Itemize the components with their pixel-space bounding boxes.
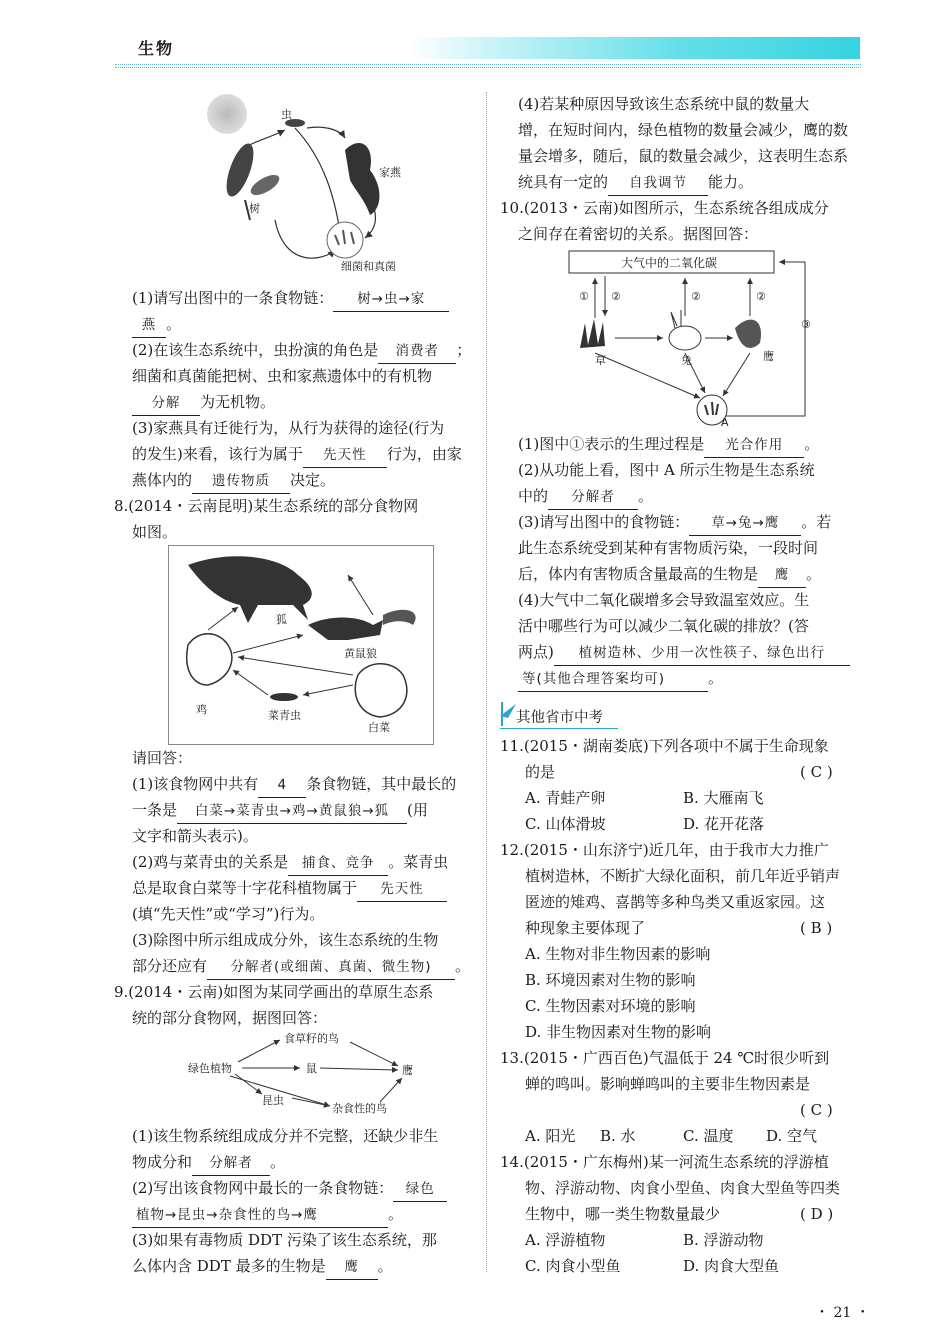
fig9-node-insect: 昆虫 xyxy=(262,1094,284,1107)
q10-line6: (3)请写出图中的食物链： 草→兔→鹰 。若 xyxy=(518,510,831,536)
q13-option-b: B. 水 xyxy=(600,1127,636,1145)
q11-option-a: A. 青蛙产卵 xyxy=(525,789,606,807)
q10-line12: 等(其他合理答案均可) 。 xyxy=(518,666,723,692)
q9-answer-2a: 绿色 xyxy=(393,1177,447,1202)
q8-title2: 如图。 xyxy=(132,523,178,541)
q10-line7: 此生态系统受到某种有害物质污染，一段时间 xyxy=(518,539,819,557)
fig9-node-hawk: 鹰 xyxy=(402,1064,413,1077)
page-number: ・ 21 ・ xyxy=(815,1305,870,1321)
fig9-node-omnivore-bird: 杂食性的鸟 xyxy=(332,1102,387,1115)
q8-line7: (2)鸡与菜青虫的关系是 捕食、竞争 。菜青虫 xyxy=(132,850,448,876)
caterpillar-icon xyxy=(270,693,298,701)
q7-4-line3: 量会增多，随后，鼠的数量会减少，这表明生态系 xyxy=(518,147,849,165)
fig9-node-green-plant: 绿色植物 xyxy=(188,1062,232,1075)
q7-line1b: 燕 。 xyxy=(132,312,181,338)
q7-answer-5: 遗传物质 xyxy=(192,469,290,494)
q12-option-b: B. 环境因素对生物的影响 xyxy=(525,971,696,989)
q10-title2: 之间存在着密切的关系。据图回答： xyxy=(518,225,759,243)
q7-answer-3: 分解 xyxy=(132,391,200,416)
fig10-label-2c: ② xyxy=(756,290,766,303)
q7-line5: (3)家燕具有迁徙行为，从行为获得的途径(行为 xyxy=(132,419,445,437)
q14-option-b: B. 浮游动物 xyxy=(683,1231,764,1249)
fig7-label-bacteria: 细菌和真菌 xyxy=(341,260,396,273)
q13-answer: ( C ) xyxy=(800,1101,833,1119)
q10-line8: 后，体内有害物质含量最高的生物是 鹰 。 xyxy=(518,562,821,588)
fig9-node-seed-bird: 食草籽的鸟 xyxy=(284,1032,339,1045)
header-divider xyxy=(115,64,861,65)
fig7-label-insect: 虫 xyxy=(281,108,292,121)
q10-title: 10.(2013・云南)如图所示，生态系统各组成成分 xyxy=(500,199,829,217)
sun-icon xyxy=(207,94,247,134)
q9-line7: (3)如果有毒物质 DDT 污染了该生态系统，那 xyxy=(132,1231,437,1249)
q10-line11: 两点) 植树造林、少用一次性筷子、绿色出行 xyxy=(518,640,850,666)
q8-line4: (1)该食物网中共有 4 条食物链，其中最长的 xyxy=(132,772,456,798)
q8-line11: 部分还应有 分解者(或细菌、真菌、微生物) 。 xyxy=(132,954,470,980)
q8-answer-2: 白菜→菜青虫→鸡→黄鼠狼→狐 xyxy=(177,799,407,824)
q7-answer-2: 消费者 xyxy=(378,339,456,364)
q14-stem1: 14.(2015・广东梅州)某一河流生态系统的浮游植 xyxy=(500,1153,829,1171)
q8-title: 8.(2014・云南昆明)某生态系统的部分食物网 xyxy=(114,497,419,515)
q10-line9: (4)大气中二氧化碳增多会导致温室效应。生 xyxy=(518,591,810,609)
q12-stem1: 12.(2015・山东济宁)近几年，由于我市大力推广 xyxy=(500,841,829,859)
cabbage-icon xyxy=(355,664,407,717)
fig8-label-fox: 狐 xyxy=(276,613,287,626)
q7-4-line2: 增，在短时间内，绿色植物的数量会减少，鹰的数 xyxy=(518,121,849,139)
q12-option-a: A. 生物对非生物因素的影响 xyxy=(525,945,711,963)
q7-line1: (1)请写出图中的一条食物链： 树→虫→家 xyxy=(132,286,449,312)
q11-stem2: 的是 xyxy=(525,763,556,781)
q9-title2: 统的部分食物网，据图回答： xyxy=(132,1009,328,1027)
q12-stem4: 种现象主要体现了 xyxy=(525,919,646,937)
q7-4-line4: 统具有一定的 自我调节 能力。 xyxy=(518,170,753,196)
q10-line3: (1)图中①表示的生理过程是 光合作用 。 xyxy=(518,432,819,458)
column-divider xyxy=(486,92,487,1272)
q9-line3: (1)该生物系统组成成分并不完整，还缺少非生 xyxy=(132,1127,439,1145)
q9-answer-1: 分解者 xyxy=(192,1151,270,1176)
q14-stem2: 物、浮游动物、肉食小型鱼、肉食大型鱼等四类 xyxy=(525,1179,841,1197)
header-divider xyxy=(115,67,861,68)
q8-answer-4: 先天性 xyxy=(357,877,447,902)
q9-line8: 么体内含 DDT 最多的生物是 鹰 。 xyxy=(132,1254,393,1280)
q13-option-a: A. 阳光 xyxy=(525,1127,576,1145)
food-web-figure xyxy=(168,545,434,745)
fig10-label-3: ③ xyxy=(801,318,811,331)
fig10-label-hawk: 鹰 xyxy=(763,350,774,363)
q14-option-d: D. 肉食大型鱼 xyxy=(683,1257,780,1275)
header-gradient-bar xyxy=(410,37,860,59)
q10-answer-3: 草→兔→鹰 xyxy=(689,511,801,536)
fig7-label-swallow: 家燕 xyxy=(379,166,401,179)
q7-line4: 分解 为无机物。 xyxy=(132,390,275,416)
q8-line9: (填“先天性”或“学习”)行为。 xyxy=(132,905,325,923)
q7-4-answer: 自我调节 xyxy=(608,171,708,196)
q10-answer-5a: 植树造林、少用一次性筷子、绿色出行 xyxy=(554,641,850,666)
q7-line7: 燕体内的 遗传物质 决定。 xyxy=(132,468,335,494)
q10-answer-4: 鹰 xyxy=(758,563,806,588)
q7-answer-4: 先天性 xyxy=(303,443,387,468)
q11-option-d: D. 花开花落 xyxy=(683,815,765,833)
q11-option-c: C. 山体滑坡 xyxy=(525,815,606,833)
q10-line10: 活中哪些行为可以减少二氧化碳的排放？(答 xyxy=(518,617,809,635)
q8-line6: 文字和箭头表示)。 xyxy=(132,827,258,845)
fig8-label-chicken: 鸡 xyxy=(196,703,207,716)
hawk-icon xyxy=(735,320,761,348)
q7-line2: (2)在该生态系统中，虫扮演的角色是 消费者 ； xyxy=(132,338,471,364)
grassland-food-web-figure xyxy=(180,1030,420,1120)
subject-title: 生物 xyxy=(138,39,175,58)
q9-title: 9.(2014・云南)如图为某同学画出的草原生态系 xyxy=(114,983,434,1001)
q10-answer-1: 光合作用 xyxy=(704,433,804,458)
q12-option-c: C. 生物因素对环境的影响 xyxy=(525,997,696,1015)
q12-stem2: 植树造林，不断扩大绿化面积，前几年近乎销声 xyxy=(525,867,841,885)
q8-answer-1: 4 xyxy=(258,773,306,798)
swallow-icon xyxy=(345,143,379,215)
fig10-label-A: A xyxy=(721,416,729,428)
q7-answer-1a: 树→虫→家 xyxy=(333,287,449,312)
q11-stem1: 11.(2015・湖南娄底)下列各项中不属于生命现象 xyxy=(500,737,829,755)
q7-line6: 的发生)来看，该行为属于 先天性 行为，由家 xyxy=(132,442,462,468)
q12-option-d: D. 非生物因素对生物的影响 xyxy=(525,1023,712,1041)
q9-line5: (2)写出该食物网中最长的一条食物链： 绿色 xyxy=(132,1176,447,1202)
fig10-co2-box: 大气中的二氧化碳 xyxy=(621,256,718,270)
q12-stem3: 匿迹的雉鸡、喜鹊等多种鸟类又重返家园。这 xyxy=(525,893,826,911)
rabbit-icon xyxy=(669,326,701,350)
q14-option-a: A. 浮游植物 xyxy=(525,1231,606,1249)
carbon-cycle-figure xyxy=(565,248,827,428)
q10-answer-2: 分解者 xyxy=(548,485,638,510)
q9-line6: 植物→昆虫→杂食性的鸟→鹰 。 xyxy=(132,1202,403,1228)
q14-stem3: 生物中，哪一类生物数量最少 xyxy=(525,1205,721,1223)
grass-icon xyxy=(580,319,605,348)
ecosystem-cycle-figure xyxy=(195,90,420,278)
q14-answer: ( D ) xyxy=(800,1205,834,1223)
q7-4-line1: (4)若某种原因导致该生态系统中鼠的数量大 xyxy=(518,95,810,113)
q8-answer-3: 捕食、竞争 xyxy=(288,851,388,876)
q13-stem1: 13.(2015・广西百色)气温低于 24 ℃时很少听到 xyxy=(500,1049,830,1067)
q7-answer-1b: 燕 xyxy=(132,313,166,338)
fig8-label-cabbage: 白菜 xyxy=(368,721,390,734)
q11-answer: ( C ) xyxy=(800,763,833,781)
q8-answer-5: 分解者(或细菌、真菌、微生物) xyxy=(207,955,455,980)
fig10-label-grass: 草 xyxy=(595,354,606,367)
q8-line10: (3)除图中所示组成成分外，该生态系统的生物 xyxy=(132,931,439,949)
q13-option-c: C. 温度 xyxy=(683,1127,734,1145)
fig9-node-mouse: 鼠 xyxy=(306,1062,317,1075)
fig10-label-2b: ② xyxy=(691,290,701,303)
q8-line3: 请回答： xyxy=(132,749,193,767)
q7-line3: 细菌和真菌能把树、虫和家燕遗体中的有机物 xyxy=(132,367,433,385)
fig10-label-1: ① xyxy=(579,290,589,303)
q10-line5: 中的 分解者 。 xyxy=(518,484,653,510)
section-underline xyxy=(500,728,618,729)
fig7-label-tree: 树 xyxy=(249,202,260,215)
q10-line4: (2)从功能上看，图中 A 所示生物是生态系统 xyxy=(518,461,815,479)
q8-line5: 一条是 白菜→菜青虫→鸡→黄鼠狼→狐 (用 xyxy=(132,798,428,824)
q8-line8: 总是取食白菜等十字花科植物属于 先天性 xyxy=(132,876,447,902)
fig8-label-weasel: 黄鼠狼 xyxy=(344,647,377,660)
fig10-label-rabbit: 兔 xyxy=(681,354,692,367)
q10-answer-5b: 等(其他合理答案均可) xyxy=(518,667,708,692)
q12-answer: ( B ) xyxy=(800,919,833,937)
q9-line4: 物成分和 分解者 。 xyxy=(132,1150,285,1176)
plane-icon xyxy=(498,694,518,728)
section-title: 其他省市中考 xyxy=(516,710,603,726)
q14-option-c: C. 肉食小型鱼 xyxy=(525,1257,621,1275)
q11-option-b: B. 大雁南飞 xyxy=(683,789,764,807)
q13-stem2: 蝉的鸣叫。影响蝉鸣叫的主要非生物因素是 xyxy=(525,1075,811,1093)
q9-answer-3: 鹰 xyxy=(326,1255,378,1280)
fig8-label-caterpillar: 菜青虫 xyxy=(268,709,301,722)
q9-answer-2b: 植物→昆虫→杂食性的鸟→鹰 xyxy=(132,1203,388,1228)
q13-option-d: D. 空气 xyxy=(766,1127,818,1145)
fig10-label-2a: ② xyxy=(611,290,621,303)
